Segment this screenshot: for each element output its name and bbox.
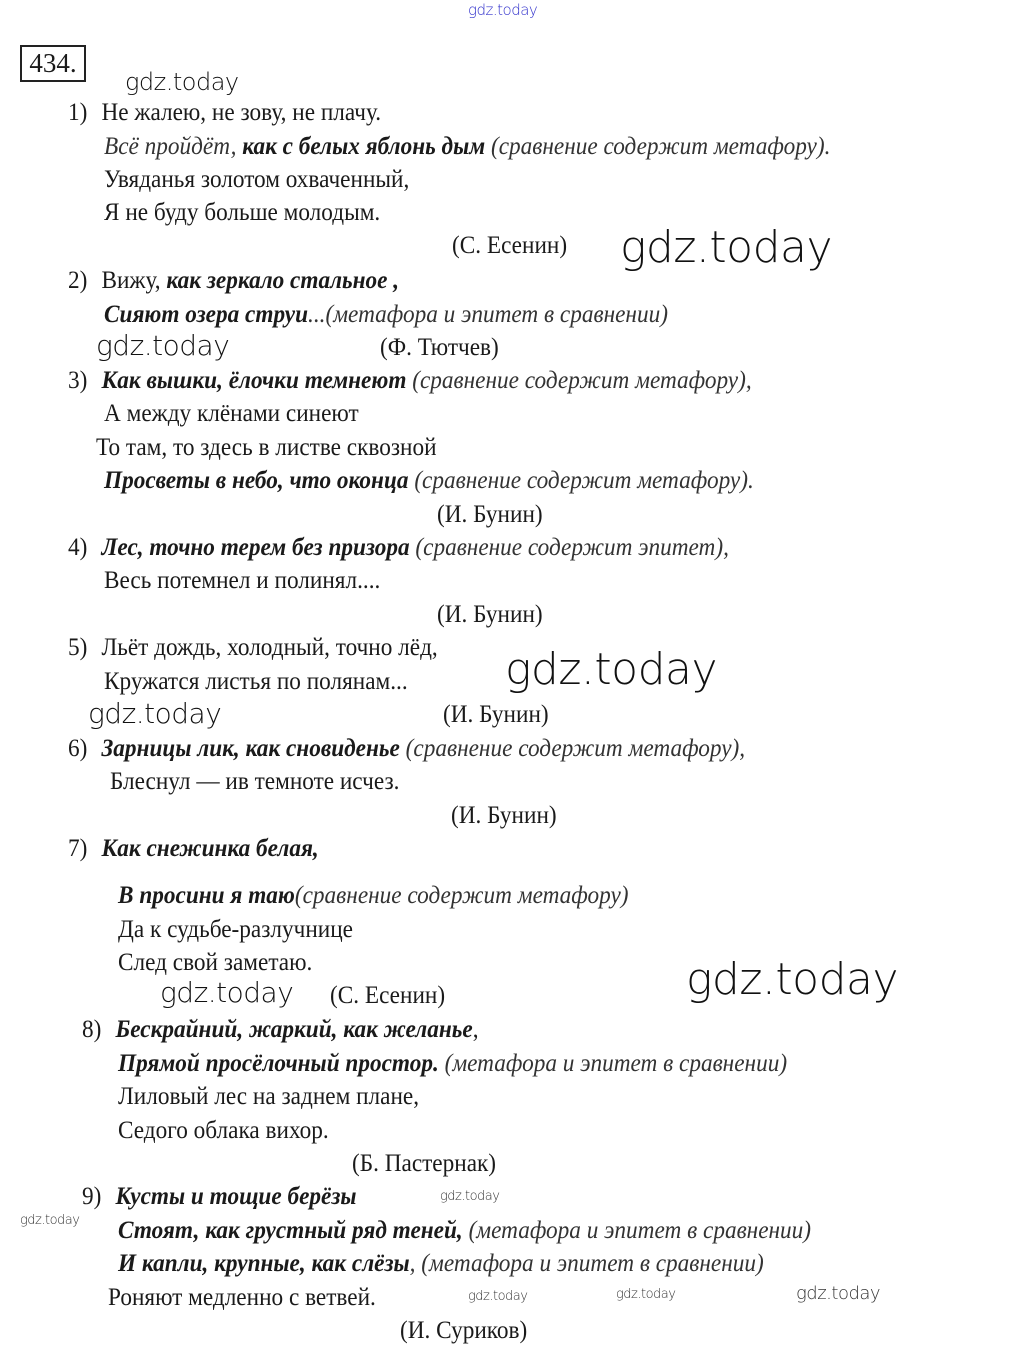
annotation-text: ...(метафора и эпитет в сравнении) — [308, 301, 668, 328]
text-line — [400, 1316, 527, 1346]
comparison-phrase: Лес, точно терем без призора — [101, 534, 410, 561]
verse-text: Вижу, — [101, 267, 167, 294]
text-line — [104, 399, 359, 429]
item-number: 7) — [68, 835, 88, 862]
text-line — [104, 566, 380, 596]
text-line — [104, 165, 409, 195]
text-line — [82, 1015, 479, 1045]
text-line — [68, 734, 745, 764]
comparison-phrase: И капли, крупные, как слёзы — [118, 1250, 410, 1277]
text-line — [118, 1082, 419, 1112]
verse-text: Не жалею, не зову, не плачу. — [101, 99, 382, 126]
text-line — [82, 1182, 357, 1212]
text-line — [380, 333, 499, 363]
watermark: gdz.today — [96, 329, 230, 362]
text-line — [118, 1049, 787, 1079]
text-line — [68, 266, 399, 296]
watermark: gdz.today — [620, 222, 833, 273]
watermark: gdz.today — [505, 644, 718, 695]
verse-text: След свой заметаю. — [118, 949, 313, 976]
text-line — [443, 700, 549, 730]
item-number: 9) — [82, 1183, 102, 1210]
verse-text: (С. Есенин) — [330, 982, 446, 1009]
watermark: gdz.today — [88, 697, 222, 730]
verse-text: Увяданья золотом охваченный, — [104, 166, 410, 193]
annotation-text: Всё пройдёт, — [104, 133, 243, 160]
annotation-text: (сравнение содержит метафору), — [406, 367, 752, 394]
comparison-phrase: Кусты и тощие берёзы — [115, 1183, 357, 1210]
verse-text: Да к судьбе-разлучнице — [118, 916, 353, 943]
text-line — [68, 533, 729, 563]
text-line — [104, 667, 408, 697]
annotation-text: (сравнение содержит метафору). — [485, 133, 831, 160]
text-line — [68, 633, 438, 663]
item-number: 4) — [68, 534, 88, 561]
comparison-phrase: Просветы в небо, что оконца — [104, 467, 409, 494]
comparison-phrase: В просини я таю — [118, 882, 295, 909]
annotation-text: (сравнение содержит метафору). — [408, 467, 754, 494]
text-line — [437, 600, 543, 630]
verse-text: Я не буду больше молодым. — [104, 199, 381, 226]
comparison-phrase: Сияют озера струи — [104, 301, 309, 328]
task-number: 434. — [20, 45, 86, 82]
comparison-phrase: Как снежинка белая, — [101, 835, 319, 862]
verse-text: (С. Есенин) — [452, 232, 568, 259]
comparison-phrase: Зарницы лик, как сновиденье — [101, 735, 400, 762]
verse-text: (Б. Пастернак) — [352, 1150, 497, 1177]
watermark: gdz.today — [440, 1189, 500, 1204]
verse-text: (И. Бунин) — [437, 601, 543, 628]
text-line — [108, 1283, 376, 1313]
item-number: 8) — [82, 1016, 102, 1043]
verse-text: (Ф. Тютчев) — [380, 334, 499, 361]
verse-text: Блеснул — ив темноте исчез. — [110, 768, 400, 795]
item-number: 3) — [68, 367, 88, 394]
comparison-phrase: как зеркало стальное , — [166, 267, 400, 294]
text-line — [110, 767, 399, 797]
watermark: gdz.today — [686, 954, 899, 1005]
annotation-text: (сравнение содержит метафору), — [399, 735, 746, 762]
text-line — [118, 1116, 329, 1146]
text-line — [118, 1249, 764, 1279]
watermark: gdz.today — [125, 68, 239, 96]
comparison-phrase: как с белых яблонь дым — [242, 133, 486, 160]
text-line — [330, 981, 445, 1011]
watermark: gdz.today — [468, 1, 538, 19]
verse-text: То там, то здесь в листве сквозной — [96, 434, 437, 461]
watermark: gdz.today — [160, 976, 294, 1009]
text-line — [104, 466, 754, 496]
text-line — [104, 132, 830, 162]
annotation-text: (сравнение содержит метафору) — [294, 882, 629, 909]
text-line — [118, 948, 312, 978]
annotation-text: , (метафора и эпитет в сравнении) — [409, 1250, 764, 1277]
annotation-text: (метафора и эпитет в сравнении) — [438, 1050, 788, 1077]
annotation-text: (сравнение содержит эпитет), — [409, 534, 729, 561]
verse-text: (И. Суриков) — [400, 1317, 528, 1344]
comparison-phrase: Бескрайний, жаркий, как желанье — [115, 1016, 473, 1043]
verse-text: (И. Бунин) — [443, 701, 549, 728]
comparison-phrase: Как вышки, ёлочки темнеют — [101, 367, 407, 394]
text-line — [68, 834, 319, 864]
verse-text: (И. Бунин) — [451, 802, 557, 829]
watermark: gdz.today — [468, 1289, 528, 1304]
verse-text: (И. Бунин) — [437, 501, 543, 528]
text-line — [96, 433, 437, 463]
text-line — [104, 300, 668, 330]
comparison-phrase: Прямой просёлочный простор. — [118, 1050, 439, 1077]
verse-text: Седого облака вихор. — [118, 1117, 329, 1144]
verse-text: Кружатся листья по полянам... — [104, 668, 408, 695]
item-number: 5) — [68, 634, 88, 661]
watermark: gdz.today — [616, 1287, 676, 1302]
text-line — [118, 915, 353, 945]
text-line — [352, 1149, 496, 1179]
text-line — [68, 366, 752, 396]
text-line — [104, 198, 380, 228]
text-line — [452, 231, 567, 261]
verse-text: Весь потемнел и полинял.... — [104, 567, 381, 594]
verse-text: Льёт дождь, холодный, точно лёд, — [101, 634, 438, 661]
item-number: 1) — [68, 99, 88, 126]
text-line — [68, 98, 381, 128]
text-line — [437, 500, 543, 530]
verse-text: Лиловый лес на заднем плане, — [118, 1083, 420, 1110]
verse-text: Роняют медленно с ветвей. — [108, 1284, 376, 1311]
item-number: 6) — [68, 735, 88, 762]
annotation-text: (метафора и эпитет в сравнении) — [462, 1217, 812, 1244]
watermark: gdz.today — [20, 1213, 80, 1228]
watermark: gdz.today — [796, 1283, 881, 1304]
text-line — [451, 801, 557, 831]
comparison-phrase: Стоят, как грустный ряд теней, — [118, 1217, 463, 1244]
verse-text: , — [472, 1016, 479, 1043]
text-line — [118, 881, 629, 911]
item-number: 2) — [68, 267, 88, 294]
text-line — [118, 1216, 811, 1246]
verse-text: А между клёнами синеют — [104, 400, 359, 427]
